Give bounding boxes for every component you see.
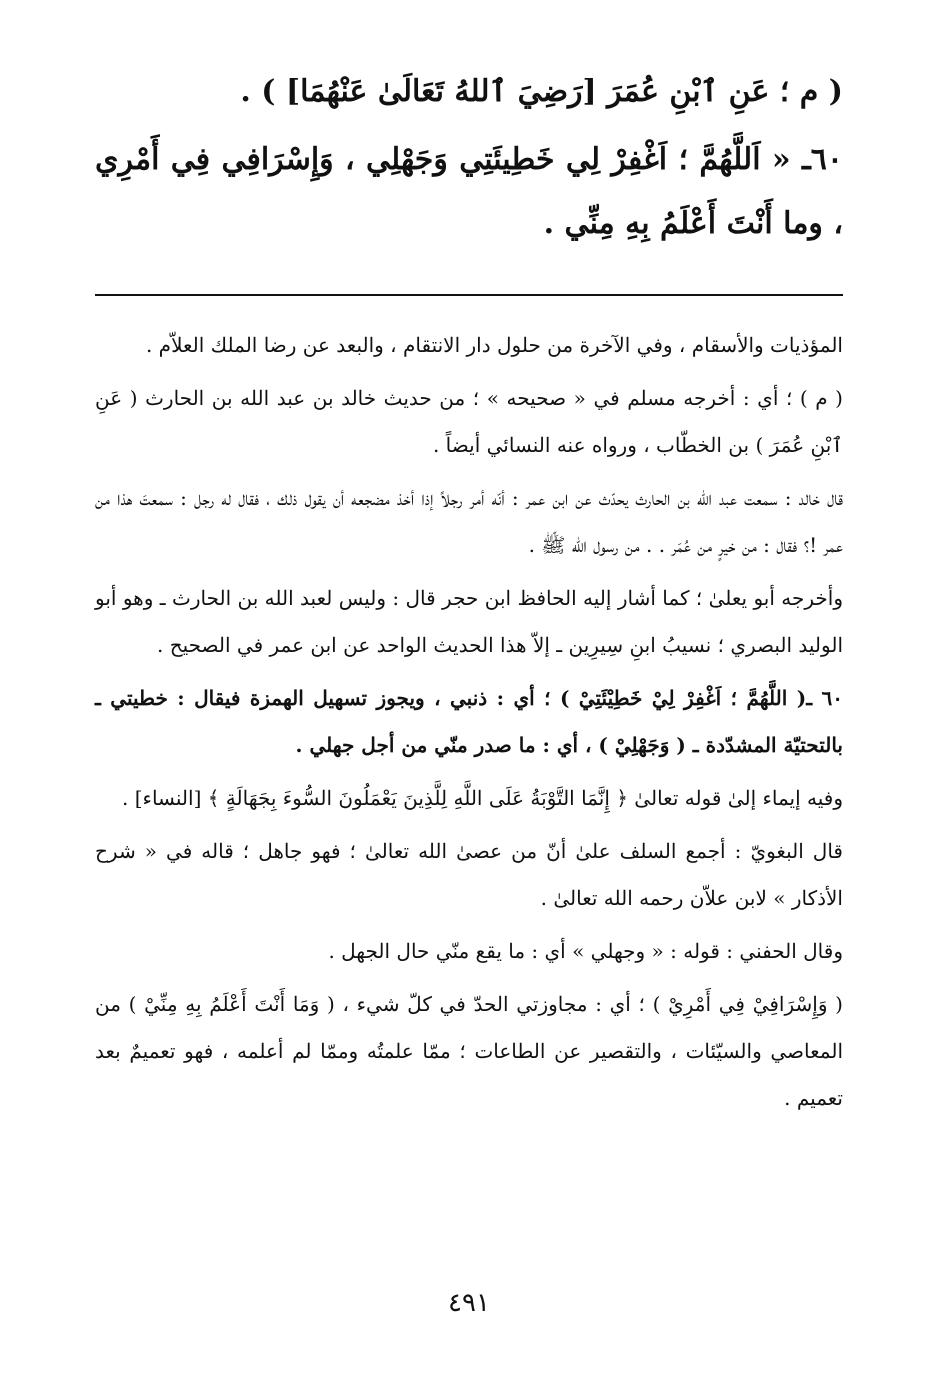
commentary-paragraph: قال خالد : سمعت عبد الله بن الحارث يحدّث عن ابن عمر : أنّه أمر رجلاً إذا أخذ مضجعه أن يقول ذلك ، فقال له رجل : سمعتَ هذا من عمر !؟ فقال : من خيرٍ من عُمَر . . من رسول الله ﷺ . xyxy=(95,486,843,557)
commentary-paragraph: وقال الحفني : قوله : « وجهلي » أي : ما يقع منّي حال الجهل . xyxy=(328,939,843,963)
commentary-paragraph: المؤذيات والأسقام ، وفي الآخرة من حلول دار الانتقام ، والبعد عن رضا الملك العلاّم . xyxy=(145,333,843,357)
footnote-divider xyxy=(95,294,843,296)
commentary xyxy=(95,322,843,1122)
commentary-paragraph: قال البغويّ : أجمع السلف علىٰ أنّ من عصىٰ الله تعالىٰ ؛ فهو جاهل ؛ قاله في « شرح الأذكار » لابن علاّن رحمه الله تعالىٰ . xyxy=(95,839,843,910)
commentary-paragraph: ( وَإِسْرَافِيْ فِي أَمْرِيْ ) ؛ أي : مجاوزتي الحدّ في كلّ شيء ، ( وَمَا أَنْتَ أَعْلَمُ بِهِ مِنِّيْ ) من المعاصي والسيّئات ، والتقصير عن الطاعات ؛ ممّا علمتُه وممّا لم أعلمه ، فهو تعميمٌ بعد تعميم . xyxy=(95,992,843,1110)
commentary-paragraph: ٦٠ ـ( اللَّهُمَّ ؛ اَغْفِرْ لِيْ خَطِيْئَتِيْ ) ؛ أي : ذنبي ، ويجوز تسهيل الهمزة فيقال : خطيتي ـ بالتحتيّة المشدّدة ـ ( وَجَهْلِيْ ) ، أي : ما صدر منّي من أجل جهلي . xyxy=(95,686,843,757)
commentary-paragraph: ( م ) ؛ أي : أخرجه مسلم في « صحيحه » ؛ من حديث خالد بن عبد الله بن الحارث ( عَنِ ٱبْنِ عُمَرَ ) بن الخطّاب ، ورواه عنه النسائي أيضاً . xyxy=(95,386,843,457)
main-text xyxy=(95,60,843,256)
source-citation-line: ( م ؛ عَنِ ٱبْنِ عُمَرَ [رَضِيَ ٱللهُ تَعَالَىٰ عَنْهُمَا] ) . xyxy=(240,74,843,109)
page-number: ٤٩١ xyxy=(448,1288,490,1318)
commentary-paragraph: وأخرجه أبو يعلىٰ ؛ كما أشار إليه الحافظ ابن حجر قال : وليس لعبد الله بن الحارث ـ وهو أبو الوليد البصري ؛ نسيبُ ابنِ سِيرِين ـ إلاّ هذا الحديث الواحد عن ابن عمر في الصحيح . xyxy=(95,586,844,657)
hadith-text: ٦٠ـ « اَللَّهُمَّ ؛ اَغْفِرْ لِي خَطِيئَتِي وَجَهْلِي ، وَإِسْرَافِي فِي أَمْرِي ، وما أَنْتَ أَعْلَمُ بِهِ مِنِّي . xyxy=(95,142,843,241)
commentary-paragraph: وفيه إيماء إلىٰ قوله تعالىٰ ﴿ إِنَّمَا التَّوْبَةُ عَلَى اللَّهِ لِلَّذِينَ يَعْمَلُونَ السُّوءَ بِجَهَالَةٍ ﴾ [النساء] . xyxy=(122,786,843,810)
